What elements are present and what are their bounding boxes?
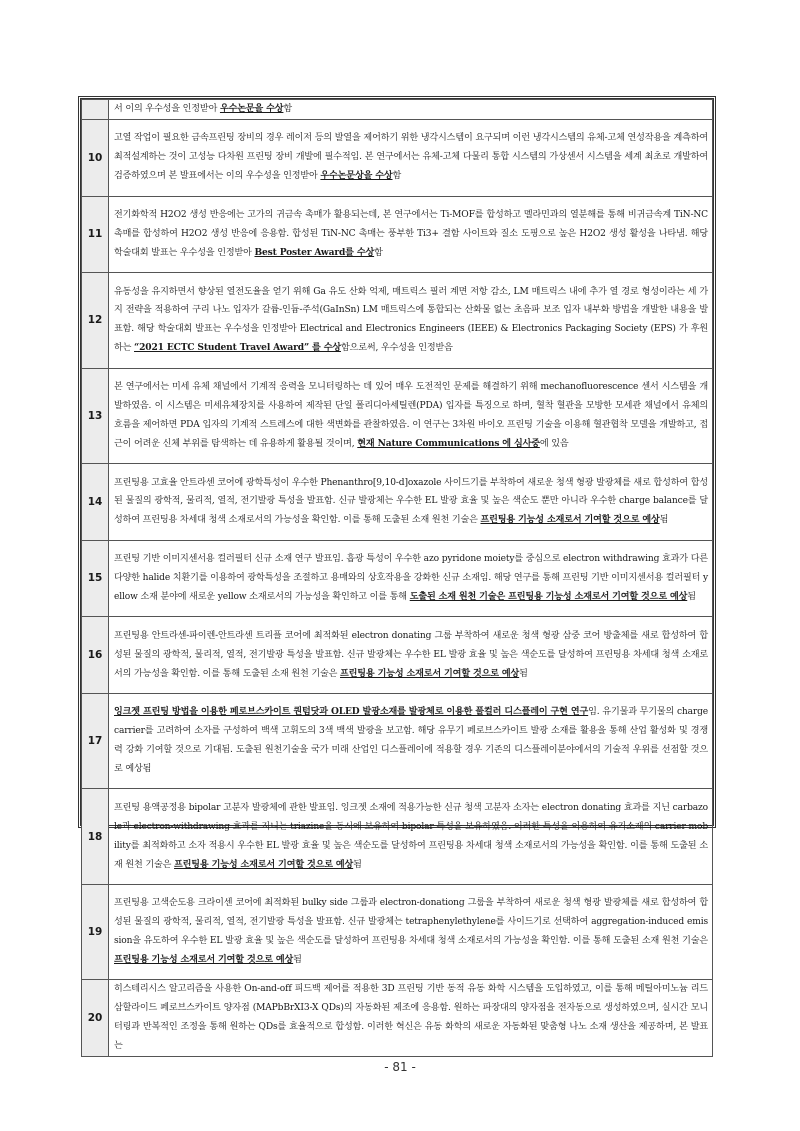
body-text: 됨 xyxy=(519,668,528,679)
table-row xyxy=(82,617,713,694)
row-number: 15 xyxy=(82,540,109,617)
table-row xyxy=(82,540,713,617)
table-row xyxy=(82,119,713,196)
emphasized-text: 도출된 소재 원천 기술은 프린팅용 기능성 소재로서 기여할 것으로 예상 xyxy=(409,590,688,602)
body-text: 프린팅용 고효율 안트라센 코어에 광학특성이 우수한 Phenanthro[9,10-d]oxazole 사이드기를 부착하여 새로운 청색 형광 발광체를 새로 합성하여 합성된 물질의 광학적, 물리적, 열적, 전기발광 특성을 발표함. 신규 발광체는 우수한 EL 발광 효율 및 높은 색순도 뿐만 아니라 우수한 charge balance를 달성하여 프린팅용 차세대 청색 소재로서의 가능성을 확인함. 이를 통해 도출된 소재 원천 기술은 xyxy=(114,477,708,526)
row-number: 20 xyxy=(82,980,109,1057)
emphasized-text: 프린팅용 기능성 소재로서 기여할 것으로 예상 xyxy=(174,858,354,870)
emphasized-text: 프린팅용 기능성 소재로서 기여할 것으로 예상 xyxy=(114,954,294,966)
body-text: 됨 xyxy=(687,591,696,602)
row-number: 12 xyxy=(82,273,109,369)
table-row xyxy=(82,368,713,464)
body-text: 에 있음 xyxy=(539,438,569,449)
body-text: 함 xyxy=(374,247,383,258)
body-text: 히스테리시스 알고리즘을 사용한 On-and-off 피드백 제어를 적용한 3D 프린팅 기반 동적 유동 화학 시스템을 도입하였고, 이를 통해 메틸아미노늄 리드 삼할라이드 페로브스카이트 양자점 (MAPbBrXI3-X QDs)의 자동화된 제조에 응용함. 원하는 파장대의 양자점을 전자동으로 생성하였으며, 실시간 모니터링과 반복적인 조정을 통해 원하는 QDs를 효율적으로 합성함. 이러한 혁신은 유동 화학의 새로운 자동화된 맞춤형 나노 소재 생산을 제공하며, 본 발표는 xyxy=(114,984,708,1052)
achievements-table-frame xyxy=(78,96,716,1052)
row-number: 13 xyxy=(82,368,109,464)
emphasized-text: 프린팅용 기능성 소재로서 기여할 것으로 예상 xyxy=(480,514,660,526)
row-description xyxy=(109,464,713,541)
body-text: 프린팅 용액공정용 bipolar 고분자 발광체에 관한 발표임. 잉크젯 소재에 적용가능한 신규 청색 고분자 소자는 electron donating 효과를 지닌 carbazole과 electron-withdrawing 효과를 지니는 triazine을 동시에 보유하여 bipolar 특성을 보유하였음. 이러한 특성을 이용하여 유기소재의 carrier mobility를 최적화하고 소자 적용시 우수한 EL 발광 효율 및 높은 색순도를 달성하여 프린팅용 차세대 청색 소재로서의 가능성을 확인함. 이를 통해 도출된 소재 원천 기술은 xyxy=(114,802,708,870)
emphasized-text: “2021 ECTC Student Travel Award” 를 수상 xyxy=(134,342,341,354)
emphasized-text: 우수논문을 수상 xyxy=(219,103,284,114)
body-text: 본 연구에서는 미세 유체 채널에서 기계적 응력을 모니터링하는 데 있어 매우 도전적인 문제를 해결하기 위해 mechanofluorescence 센서 시스템을 개발하였음. 이 시스템은 미세유체장치를 사용하여 제작된 단일 폴리디아세틸렌(PDA) 입자를 특징으로 하며, 혈착 혈관을 모방한 모세관 채널에서 유체의 흐름을 제어하면 PDA 입자의 기계적 스트레스에 대한 색변화를 관찰하였음. 이 연구는 3차원 바이오 프린팅 기술을 이용해 혈관협착 모델을 개발하고, 접근이 어려운 신체 부위를 탐색하는 데 유용하게 활용될 것이며, xyxy=(114,382,708,449)
body-text: 서 이의 우수성을 인정받아 xyxy=(114,104,220,114)
table-body xyxy=(82,100,713,1057)
row-description xyxy=(109,884,713,980)
body-text: 고열 작업이 필요한 금속프린팅 장비의 경우 레이저 등의 발열을 제어하기 위한 냉각시스템이 요구되며 이런 냉각시스템의 유체-고체 연성작용을 계측하여 최적설계하는 것이 고성능 다차원 프린팅 장비 개발에 필수적임. 본 연구에서는 유체-고체 다물리 통합 시스템의 가상센서 시스템을 세계 최초로 개발하여 검증하였으며 본 발표에서는 이의 우수성을 인정받아 xyxy=(114,133,708,182)
table-row xyxy=(82,789,713,885)
row-number: 19 xyxy=(82,884,109,980)
body-text: 됨 xyxy=(353,859,362,870)
page-number: - 81 - xyxy=(384,1060,416,1074)
table-row xyxy=(82,693,713,789)
body-text: 함 xyxy=(283,104,293,114)
table-row xyxy=(82,273,713,369)
row-description xyxy=(109,540,713,617)
body-text: 함 xyxy=(392,171,402,182)
emphasized-text: 잉크젯 프린팅 방법을 이용한 페로브스카이트 퀀텀닷과 OLED 발광소재를 발광체로 이용한 풀컬러 디스플레이 구현 연구 xyxy=(114,706,589,718)
emphasized-text: Best Poster Award를 수상 xyxy=(254,246,375,258)
emphasized-text: 우수논문상을 수상 xyxy=(320,170,393,182)
row-number: 17 xyxy=(82,693,109,789)
row-number: 18 xyxy=(82,789,109,885)
row-number: 10 xyxy=(82,119,109,196)
body-text: 됨 xyxy=(293,955,302,966)
row-number: 11 xyxy=(82,196,109,273)
body-text: 됨 xyxy=(659,515,669,526)
row-description xyxy=(109,693,713,789)
row-description xyxy=(109,980,713,1057)
body-text: 유동성을 유지하면서 향상된 열전도율을 얻기 위해 Ga 유도 산화 억제, 매트릭스 필러 계면 저항 감소, LM 매트릭스 내에 추가 열 경로 형성이라는 세 가지 전략을 적용하여 구리 나노 입자가 갈륨-인듐-주석(GaInSn) LM 매트릭스에 통합되는 산화물 없는 초음파 보조 입자 내부화 방법을 개발한 내용을 발표함. 해당 학술대회 발표는 우수성을 인정받아 Electrical and Electronics Engineers (IEEE) & Electronics Packaging Society (EPS) 가 후원하는 xyxy=(114,286,708,354)
row-number: 16 xyxy=(82,617,109,694)
body-text: 전기화학적 H2O2 생성 반응에는 고가의 귀금속 촉매가 활용되는데, 본 연구에서는 Ti-MOF를 합성하고 멜라민과의 열분해를 통해 비귀금속계 TiN-NC 촉매를 합성하여 H2O2 생성 반응에 응용함. 합성된 TiN-NC 촉매는 풍부한 Ti3+ 결함 사이트와 질소 도핑으로 높은 H2O2 생성 활성을 나타냄. 해당 학술대회 발표는 우수성을 인정받아 xyxy=(114,209,708,258)
body-text: 프린팅용 안트라센-파이렌-안트라센 트리플 코어에 최적화된 electron donating 그룹 부착하여 새로운 청색 형광 삼중 코어 방출체를 새로 합성하여 합성된 물질의 광학적, 물리적, 열적, 전기발광 특성을 발표함. 신규 발광체는 우수한 EL 발광 효율 및 높은 색순도를 달성하여 프린팅용 차세대 청색 소재로서의 가능성을 확인함. 이를 통해 도출된 소재 원천 기술은 xyxy=(114,630,708,679)
table-row xyxy=(82,464,713,541)
achievements-table xyxy=(81,99,713,1057)
body-text: 프린팅용 고색순도용 크라이센 코어에 최적화된 bulky side 그룹과 electron-donationg 그룹을 부착하여 새로운 청색 형광 발광체를 새로 합성하여 합성된 물질의 광학적, 물리적, 열적, 전기발광 특성을 발표함. 신규 발광체는 tetraphenylethylene를 사이드기로 선택하여 aggregation-induced emission을 유도하여 우수한 EL 발광 효율 및 높은 색순도를 달성하여 프린팅용 차세대 청색 소재로서의 가능성을 확인함. 이를 통해 도출된 소재 원천 기술은 xyxy=(114,898,708,947)
emphasized-text: 현재 Nature Communications 에 심사중 xyxy=(357,437,540,449)
row-description xyxy=(109,368,713,464)
table-row xyxy=(82,196,713,273)
table-row xyxy=(82,100,713,120)
body-text: 임. 유기물과 무기물의 charge carrier를 고려하여 소자를 구성하여 백색 고휘도의 3색 백색 발광을 보고함. 해당 유무기 페로브스카이트 발광 소재를 활용을 통해 산업 활성화 및 경쟁력 강화 기여할 것으로 기대됨. 도출된 원천기술을 국가 미래 산업인 디스플레이에 적용할 경우 기존의 디스플레이분야에서의 기술적 우위를 선점할 것으로 예상됨 xyxy=(114,707,708,775)
row-description xyxy=(109,789,713,885)
body-text: 프린팅 기반 이미지센서용 컬러필터 신규 소재 연구 발표임. 흡광 특성이 우수한 azo pyridone moiety를 중심으로 electron withdrawing 효과가 다른 다양한 halide 치환기를 이용하여 광학특성을 조절하고 용매와의 상호작용을 강화한 신규 소재임. 해당 연구를 통해 프린팅 기반 이미지센서용 컬러필터 yellow 소재 분야에 새로운 yellow 소재로서의 가능성을 확인하고 이를 통해 xyxy=(114,554,708,602)
row-number: 14 xyxy=(82,464,109,541)
body-text: 함으로써, 우수성을 인정받음 xyxy=(340,343,453,354)
emphasized-text: 프린팅용 기능성 소재로서 기여할 것으로 예상 xyxy=(340,667,520,679)
table-row xyxy=(82,884,713,980)
row-description xyxy=(109,100,713,120)
row-description xyxy=(109,617,713,694)
table-row xyxy=(82,980,713,1057)
row-description xyxy=(109,119,713,196)
row-description xyxy=(109,273,713,369)
row-number xyxy=(82,100,109,120)
row-description xyxy=(109,196,713,273)
